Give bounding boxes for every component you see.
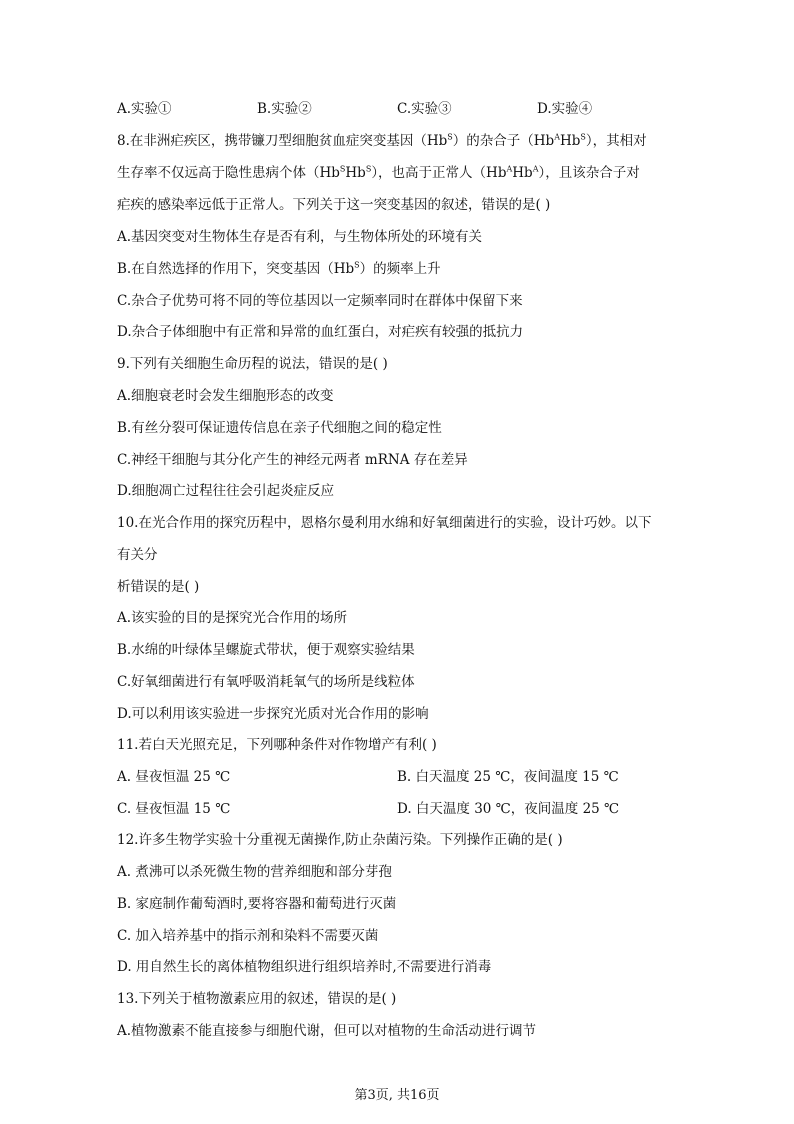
q8-option-c: C.杂合子优势可将不同的等位基因以一定频率同时在群体中保留下来 xyxy=(117,293,523,309)
q10-option-d: D.可以利用该实验进一步探究光质对光合作用的影响 xyxy=(117,706,429,722)
q12-option-d: D. 用自然生长的离体植物组织进行组织培养时,不需要进行消毒 xyxy=(117,959,492,975)
q7-option-a: A.实验① xyxy=(117,101,172,117)
q9-stem: 9.下列有关细胞生命历程的说法，错误的是( ) xyxy=(117,356,388,372)
q11-option-a: A. 昼夜恒温 25 ℃ xyxy=(117,769,231,785)
q9-option-b: B.有丝分裂可保证遗传信息在亲子代细胞之间的稳定性 xyxy=(117,420,442,436)
page-number: 第3页, 共16页 xyxy=(354,1088,440,1103)
q11-option-c: C. 昼夜恒温 15 ℃ xyxy=(117,801,231,817)
q7-option-d: D.实验④ xyxy=(537,101,593,117)
q12-option-c: C. 加入培养基中的指示剂和染料不需要灭菌 xyxy=(117,928,379,944)
q8-option-d: D.杂合子体细胞中有正常和异常的血红蛋白，对疟疾有较强的抵抗力 xyxy=(117,324,524,340)
q11-stem: 11.若白天光照充足，下列哪种条件对作物增产有利( ) xyxy=(117,737,437,753)
q8-stem-line-2: 生存率不仅远高于隐性患病个体$(Hb^SHb^S)$，也高于正常人$(Hb^AHb^A)$，且该杂合子对 xyxy=(117,164,640,181)
q9-option-c: C.神经干细胞与其分化产生的神经元两者 mRNA 存在差异 xyxy=(117,452,468,468)
q8-stem-line-1: 8.在非洲疟疾区，携带镰刀型细胞贫血症突变基因$(Hb^S)$的杂合子$(Hb^AHb^S)$，其相对 xyxy=(117,132,647,149)
q7-option-b: B.实验② xyxy=(257,101,312,117)
q12-option-a: A. 煮沸可以杀死微生物的营养细胞和部分芽孢 xyxy=(117,864,392,880)
q8-option-a: A.基因突变对生物体生存是否有利，与生物体所处的环境有关 xyxy=(117,229,483,245)
q10-option-a: A.该实验的目的是探究光合作用的场所 xyxy=(117,610,348,626)
q8-stem-line-3: 疟疾的感染率远低于正常人。下列关于这一突变基因的叙述，错误的是( ) xyxy=(117,197,551,213)
q10-option-c: C.好氧细菌进行有氧呼吸消耗氧气的场所是线粒体 xyxy=(117,674,415,690)
q13-stem: 13.下列关于植物激素应用的叙述，错误的是( ) xyxy=(117,991,397,1007)
q12-option-b: B. 家庭制作葡萄酒时,要将容器和葡萄进行灭菌 xyxy=(117,896,397,912)
q10-stem-line-2: 有关分 xyxy=(117,547,158,563)
q10-option-b: B.水绵的叶绿体呈螺旋式带状，便于观察实验结果 xyxy=(117,642,415,658)
q7-option-c: C.实验③ xyxy=(397,101,452,117)
q13-option-a: A.植物激素不能直接参与细胞代谢，但可以对植物的生命活动进行调节 xyxy=(117,1023,537,1039)
q11-option-d: D. 白天温度 30 ℃，夜间温度 25 ℃ xyxy=(397,801,620,817)
q10-stem-line-1: 10.在光合作用的探究历程中，恩格尔曼利用水绵和好氧细菌进行的实验，设计巧妙。以下 xyxy=(117,515,652,531)
q9-option-d: D.细胞凋亡过程往往会引起炎症反应 xyxy=(117,483,335,499)
q9-option-a: A.细胞衰老时会发生细胞形态的改变 xyxy=(117,388,334,404)
q12-stem: 12.许多生物学实验十分重视无菌操作,防止杂菌污染。下列操作正确的是( ) xyxy=(117,832,563,848)
q8-option-b: B.在自然选择的作用下，突变基因$(Hb^S)$的频率上升 xyxy=(117,260,441,277)
q10-stem-line-3: 析错误的是( ) xyxy=(117,579,200,595)
q11-option-b: B. 白天温度 25 ℃，夜间温度 15 ℃ xyxy=(397,769,619,785)
